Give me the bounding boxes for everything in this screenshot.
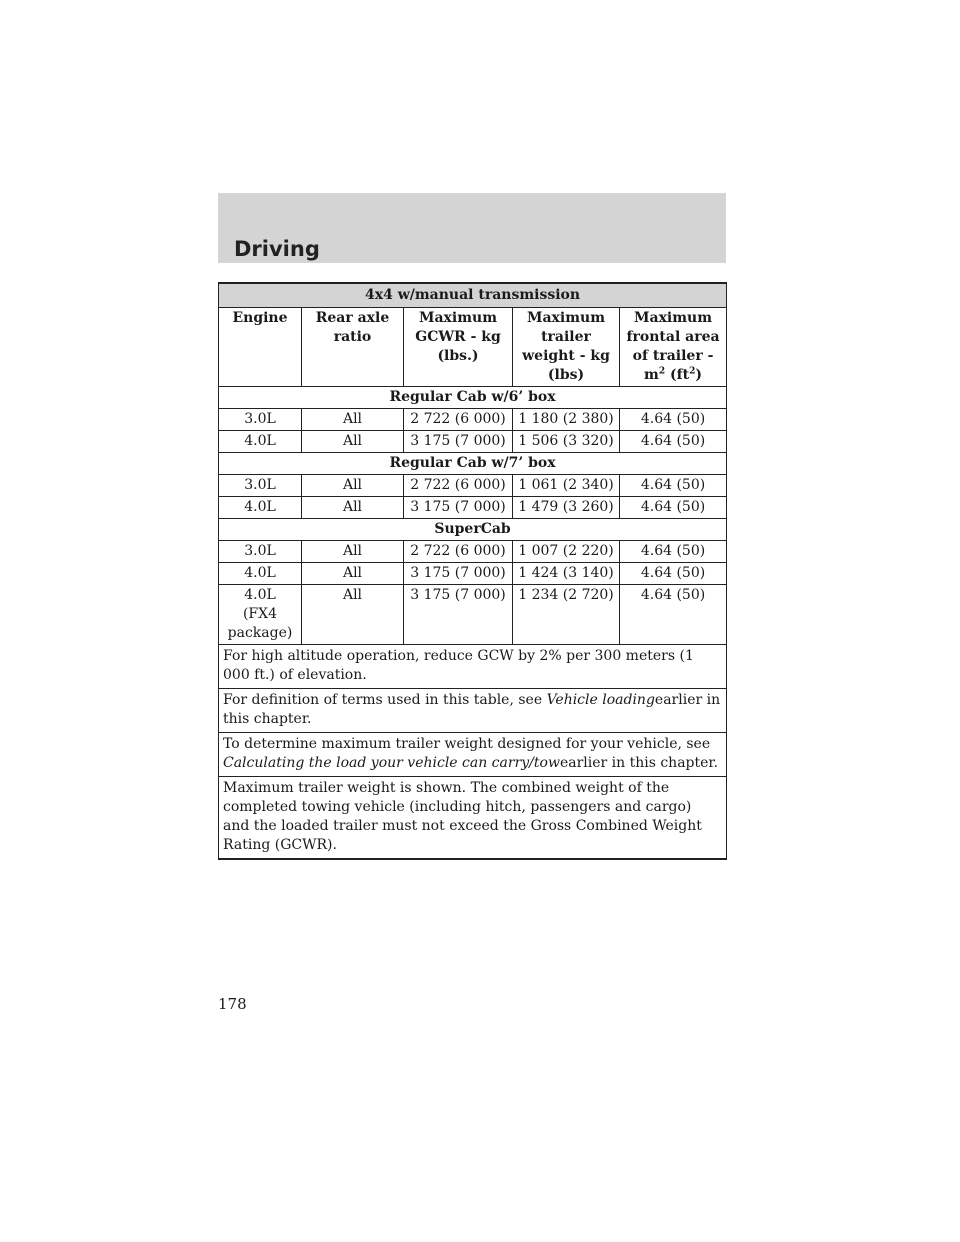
cell-engine: 4.0L: [219, 563, 302, 585]
table-row: [219, 541, 727, 563]
col-max-frontal-area: [620, 308, 727, 387]
cell-trailer: 1 479 (3 260): [513, 497, 620, 519]
section-row: [219, 387, 727, 409]
note-definitions-link: Vehicle loading: [546, 692, 655, 708]
cell-gcwr: 3 175 (7 000): [404, 497, 513, 519]
cell-ratio: All: [302, 497, 404, 519]
cell-engine: 3.0L: [219, 409, 302, 431]
note-definitions-prefix: For definition of terms used in this table, see: [223, 692, 547, 708]
cell-gcwr: 3 175 (7 000): [404, 563, 513, 585]
cell-gcwr: 3 175 (7 000): [404, 585, 513, 645]
table-row: [219, 585, 727, 645]
section-name: Regular Cab w/6’ box: [219, 387, 727, 409]
cell-area: 4.64 (50): [620, 585, 727, 645]
cell-trailer: 1 506 (3 320): [513, 431, 620, 453]
note-row: [219, 645, 727, 689]
col-engine: Engine: [219, 308, 302, 387]
table-title: 4x4 w/manual transmission: [219, 283, 727, 308]
section-header-bar: [218, 193, 726, 263]
cell-engine: 4.0L: [219, 497, 302, 519]
note-max-weight: Maximum trailer weight is shown. The combined weight of the completed towing vehicle (including hitch, passengers and cargo) and the loaded trailer must not exceed the Gross Combined Weight Rating (GCWR).: [219, 777, 727, 860]
note-definitions-suffix: earlier in this chapter.: [223, 692, 721, 727]
cell-ratio: All: [302, 563, 404, 585]
cell-area: 4.64 (50): [620, 409, 727, 431]
table-row: [219, 475, 727, 497]
cell-trailer: 1 007 (2 220): [513, 541, 620, 563]
note-row: [219, 733, 727, 777]
note-row: [219, 777, 727, 860]
cell-ratio: All: [302, 541, 404, 563]
column-header-row: [219, 308, 727, 387]
note-determine-suffix: earlier in this chapter.: [559, 755, 719, 771]
section-name: Regular Cab w/7’ box: [219, 453, 727, 475]
cell-trailer: 1 424 (3 140): [513, 563, 620, 585]
cell-engine: 4.0L (FX4 package): [219, 585, 302, 645]
page-number: 178: [218, 995, 247, 1013]
cell-area: 4.64 (50): [620, 431, 727, 453]
note-determine-link: Calculating the load your vehicle can carry/tow: [223, 755, 560, 771]
cell-ratio: All: [302, 475, 404, 497]
section-title: Driving: [234, 237, 320, 261]
cell-area: 4.64 (50): [620, 475, 727, 497]
col-max-frontal-area-exp-m: 2: [658, 366, 666, 377]
cell-ratio: All: [302, 431, 404, 453]
section-row: [219, 453, 727, 475]
cell-gcwr: 3 175 (7 000): [404, 431, 513, 453]
cell-gcwr: 2 722 (6 000): [404, 475, 513, 497]
table-row: [219, 409, 727, 431]
note-definitions: [219, 689, 727, 733]
note-determine: [219, 733, 727, 777]
table-row: [219, 563, 727, 585]
table-title-row: [219, 283, 727, 308]
cell-trailer: 1 180 (2 380): [513, 409, 620, 431]
col-max-frontal-area-m: m: [644, 367, 659, 383]
col-max-frontal-area-exp-ft: 2: [689, 366, 696, 377]
col-max-gcwr: Maximum GCWR - kg (lbs.): [404, 308, 513, 387]
cell-engine: 3.0L: [219, 541, 302, 563]
cell-ratio: All: [302, 585, 404, 645]
col-rear-axle-ratio: Rear axle ratio: [302, 308, 404, 387]
note-row: [219, 689, 727, 733]
section-name: SuperCab: [219, 519, 727, 541]
col-max-frontal-area-prefix: Maximum frontal area of trailer -: [626, 310, 720, 364]
cell-area: 4.64 (50): [620, 497, 727, 519]
table-row: [219, 497, 727, 519]
cell-engine: 4.0L: [219, 431, 302, 453]
towing-spec-table: [218, 282, 727, 860]
col-max-frontal-area-ft-close: ): [695, 367, 703, 383]
cell-area: 4.64 (50): [620, 541, 727, 563]
cell-engine: 3.0L: [219, 475, 302, 497]
cell-gcwr: 2 722 (6 000): [404, 409, 513, 431]
cell-ratio: All: [302, 409, 404, 431]
col-max-trailer-weight: Maximum trailer weight - kg (lbs): [513, 308, 620, 387]
section-row: [219, 519, 727, 541]
note-determine-prefix: To determine maximum trailer weight designed for your vehicle, see: [223, 736, 711, 752]
cell-area: 4.64 (50): [620, 563, 727, 585]
cell-trailer: 1 234 (2 720): [513, 585, 620, 645]
cell-trailer: 1 061 (2 340): [513, 475, 620, 497]
note-altitude: For high altitude operation, reduce GCW by 2% per 300 meters (1 000 ft.) of elevation.: [219, 645, 727, 689]
table-row: [219, 431, 727, 453]
col-max-frontal-area-ft-open: (ft: [670, 367, 690, 383]
cell-gcwr: 2 722 (6 000): [404, 541, 513, 563]
